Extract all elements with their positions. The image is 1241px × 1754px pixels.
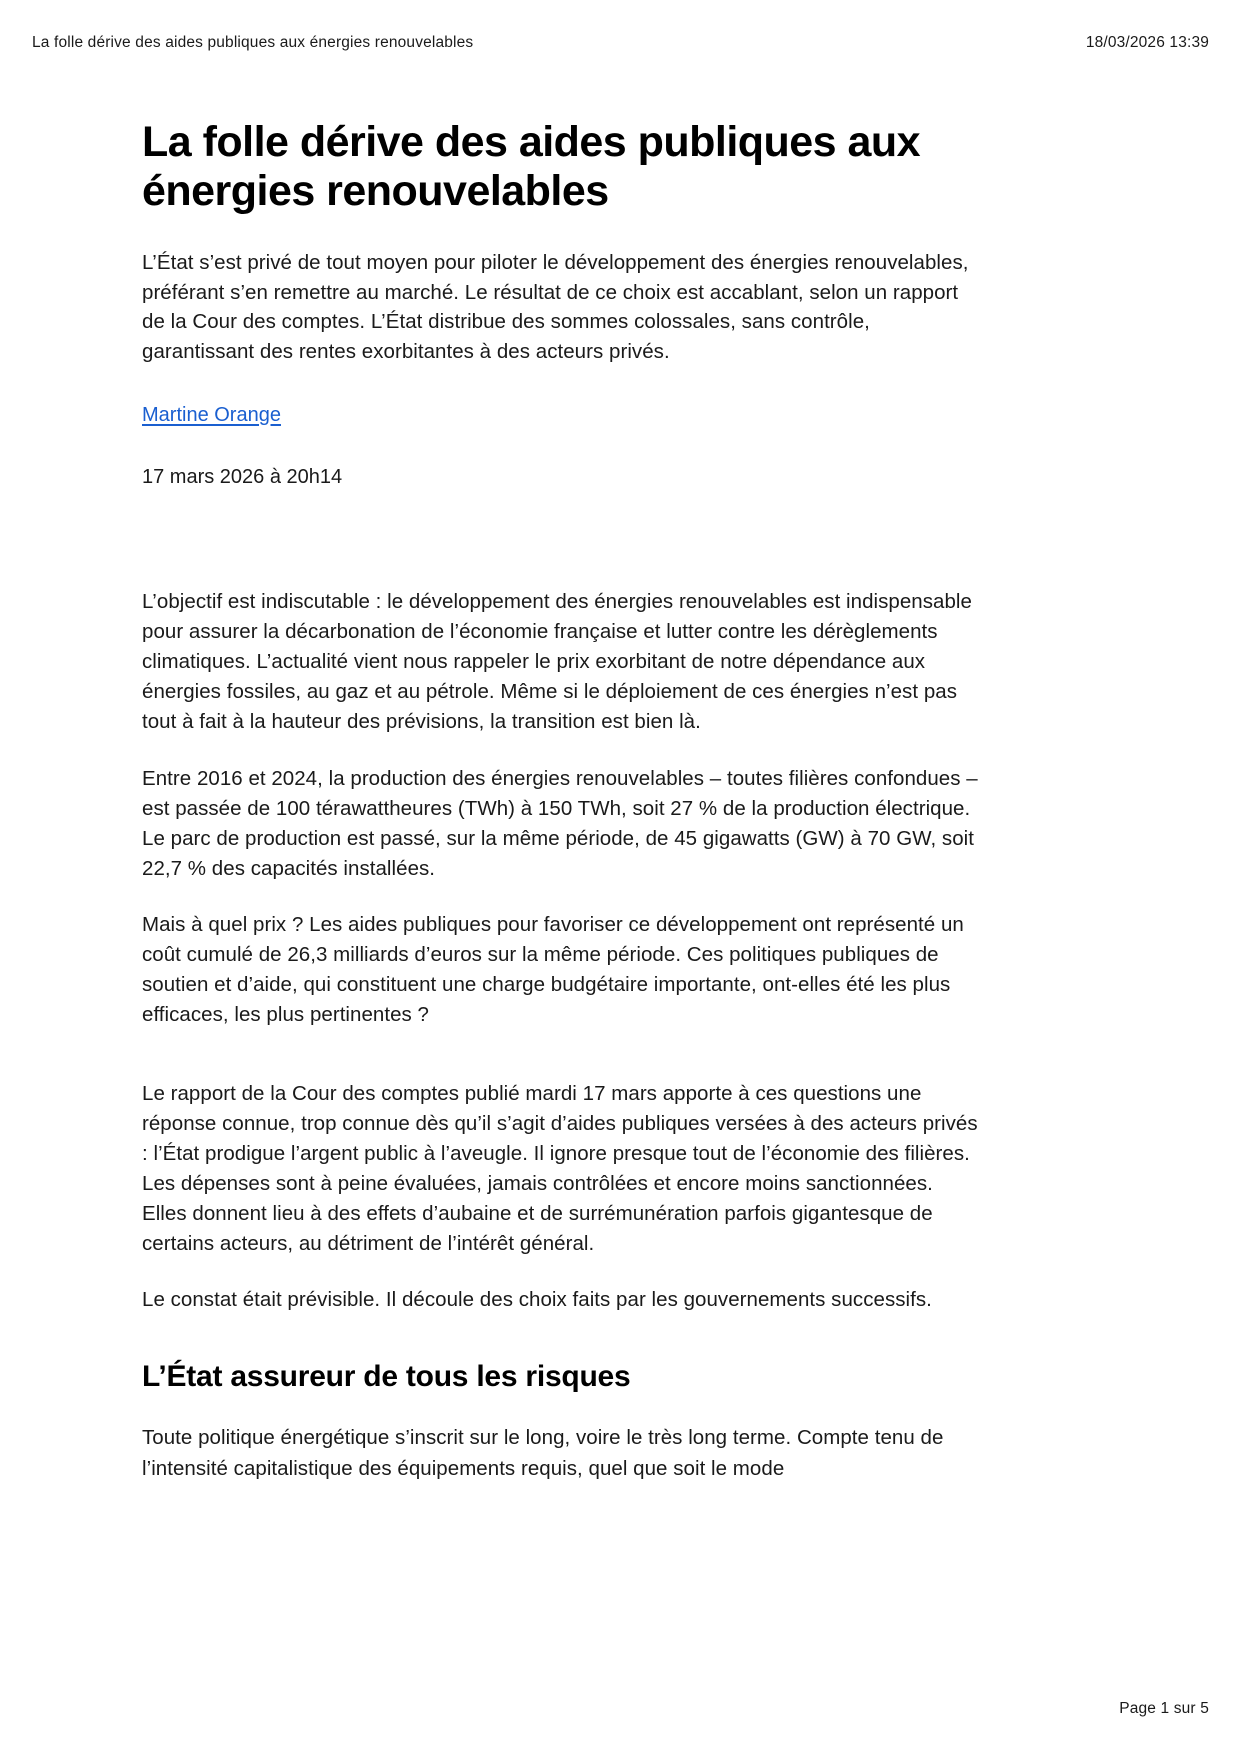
running-head [32,34,1209,53]
body-paragraph: Entre 2016 et 2024, la production des énergies renouvelables – toutes filières confondues – est passée de 100 térawattheures (TWh) à 150 TWh, soit 27 % de la production électrique. Le parc de production est passé, sur la même période, de 45 gigawatts (GW) à 70 GW, soit 22,7 % des capacités installées. [142,766,978,880]
running-head-title: La folle dérive des aides publiques aux énergies renouvelables [32,34,474,51]
byline [142,401,980,429]
section-heading: L’État assureur de tous les risques [142,1360,631,1394]
article-content [142,118,980,1510]
page-number-footer: Page 1 sur 5 [1119,1700,1209,1717]
body-paragraph: Le rapport de la Cour des comptes publié mardi 17 mars apporte à ces questions une réponse connue, trop connue dès qu’il s’agit d’aides publiques versées à des acteurs privés : l’État prodigue l’argent public à l’aveugle. Il ignore presque tout de l’économie des filières. Les dépenses sont à peine évaluées, jamais contrôlées et encore moins sanctionnées. Elles donnent lieu à des effets d’aubaine et de surrémunération parfois gigantesque de certains acteurs, au détriment de l’intérêt général. [142,1081,978,1256]
author-link[interactable]: Martine Orange [142,403,281,426]
body-paragraph: Mais à quel prix ? Les aides publiques pour favoriser ce développement ont représenté un coût cumulé de 26,3 milliards d’euros sur la même période. Ces politiques publiques de soutien et d’aide, qui constituent une charge budgétaire importante, ont-elles été les plus efficaces, les plus pertinentes ? [142,913,964,1027]
publish-date: 17 mars 2026 à 20h14 [142,465,343,488]
article-lede: L’État s’est privé de tout moyen pour piloter le développement des énergies renouvelables, préférant s’en remettre au marché. Le résultat de ce choix est accablant, selon un rapport de la Cour des comptes. L’État distribue des sommes colossales, sans contrôle, garantissant des rentes exorbitantes à des acteurs privés. [142,251,969,364]
running-head-timestamp: 18/03/2026 13:39 [1085,34,1209,51]
body-paragraph: Toute politique énergétique s’inscrit sur le long, voire le très long terme. Compte tenu de l’intensité capitalistique des équipements requis, quel que soit le mode [142,1426,944,1480]
page-title: La folle dérive des aides publiques aux énergies renouvelables [142,118,921,216]
body-paragraph: L’objectif est indiscutable : le développement des énergies renouvelables est indispensable pour assurer la décarbonation de l’économie française et lutter contre les dérèglements climatiques. L’actualité vient nous rappeler le prix exorbitant de notre dépendance aux énergies fossiles, au gaz et au pétrole. Même si le déploiement de ces énergies n’est pas tout à fait à la hauteur des prévisions, la transition est bien là. [142,589,972,734]
body-paragraph: Le constat était prévisible. Il découle des choix faits par les gouvernements successifs. [142,1288,932,1312]
